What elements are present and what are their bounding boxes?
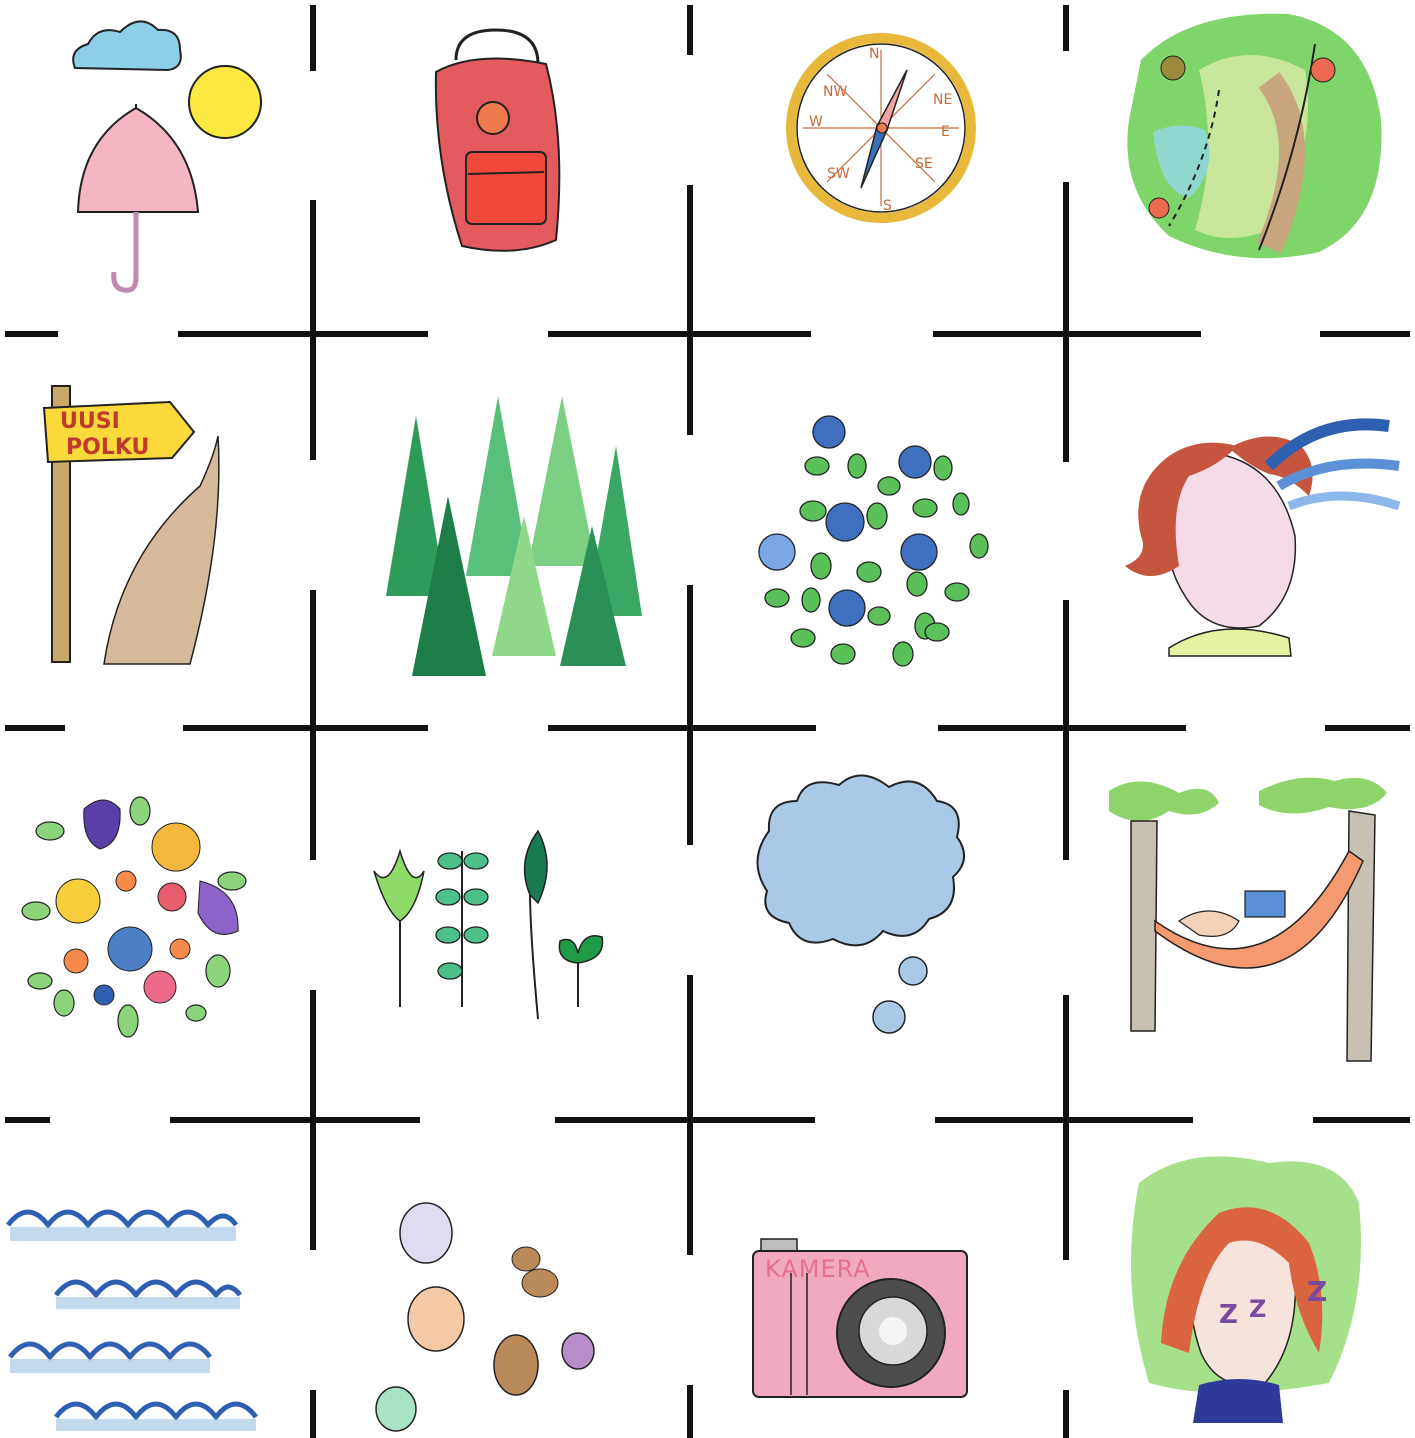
compass-label-e: E [941, 124, 950, 140]
compass-illustration [693, 0, 1063, 333]
thought-cloud-icon [693, 731, 1063, 1120]
compass-label-ne: NE [933, 92, 953, 108]
weather-illustration [0, 0, 313, 333]
sleeping-girl-icon [1069, 1123, 1415, 1438]
camera-icon [693, 1123, 1063, 1438]
waves-illustration [0, 1123, 313, 1438]
backpack-icon [316, 0, 687, 333]
camera-label: KAMERA [765, 1255, 871, 1283]
compass-label-n: N [869, 46, 880, 62]
trail-map-icon [1069, 0, 1415, 333]
blueberries-illustration [693, 336, 1063, 728]
compass-label-s: S [883, 198, 892, 214]
wind-girl-icon [1069, 336, 1415, 728]
sign-text-line1: UUSI [60, 409, 120, 434]
compass-label-sw: SW [827, 166, 850, 182]
snore-z-1: Z [1219, 1300, 1238, 1330]
forest-illustration [316, 336, 687, 728]
map-illustration [1069, 0, 1415, 333]
thought-illustration [693, 731, 1063, 1120]
compass-label-se: SE [915, 156, 933, 172]
weather-umbrella-icon [0, 0, 313, 333]
camera-illustration [693, 1123, 1063, 1438]
waves-icon [0, 1123, 313, 1438]
sleep-illustration [1069, 1123, 1415, 1438]
signpost-path-icon [0, 336, 313, 728]
flowers-icon [0, 731, 313, 1120]
compass-icon [693, 0, 1063, 333]
wind-illustration [1069, 336, 1415, 728]
snore-z-3: Z [1307, 1275, 1328, 1308]
hammock-illustration [1069, 731, 1415, 1120]
sign-text-line2: POLKU [66, 435, 150, 460]
backpack-illustration [316, 0, 687, 333]
blueberries-icon [693, 336, 1063, 728]
hammock-icon [1069, 731, 1415, 1120]
signpost-illustration [0, 336, 313, 728]
flowers-illustration [0, 731, 313, 1120]
snore-z-2: Z [1249, 1295, 1267, 1323]
compass-label-nw: NW [823, 84, 848, 100]
sprouts-icon [316, 731, 687, 1120]
spruce-forest-icon [316, 336, 687, 728]
plants-illustration [316, 731, 687, 1120]
compass-label-w: W [809, 114, 823, 130]
bugs-icon [316, 1123, 687, 1438]
bugs-illustration [316, 1123, 687, 1438]
